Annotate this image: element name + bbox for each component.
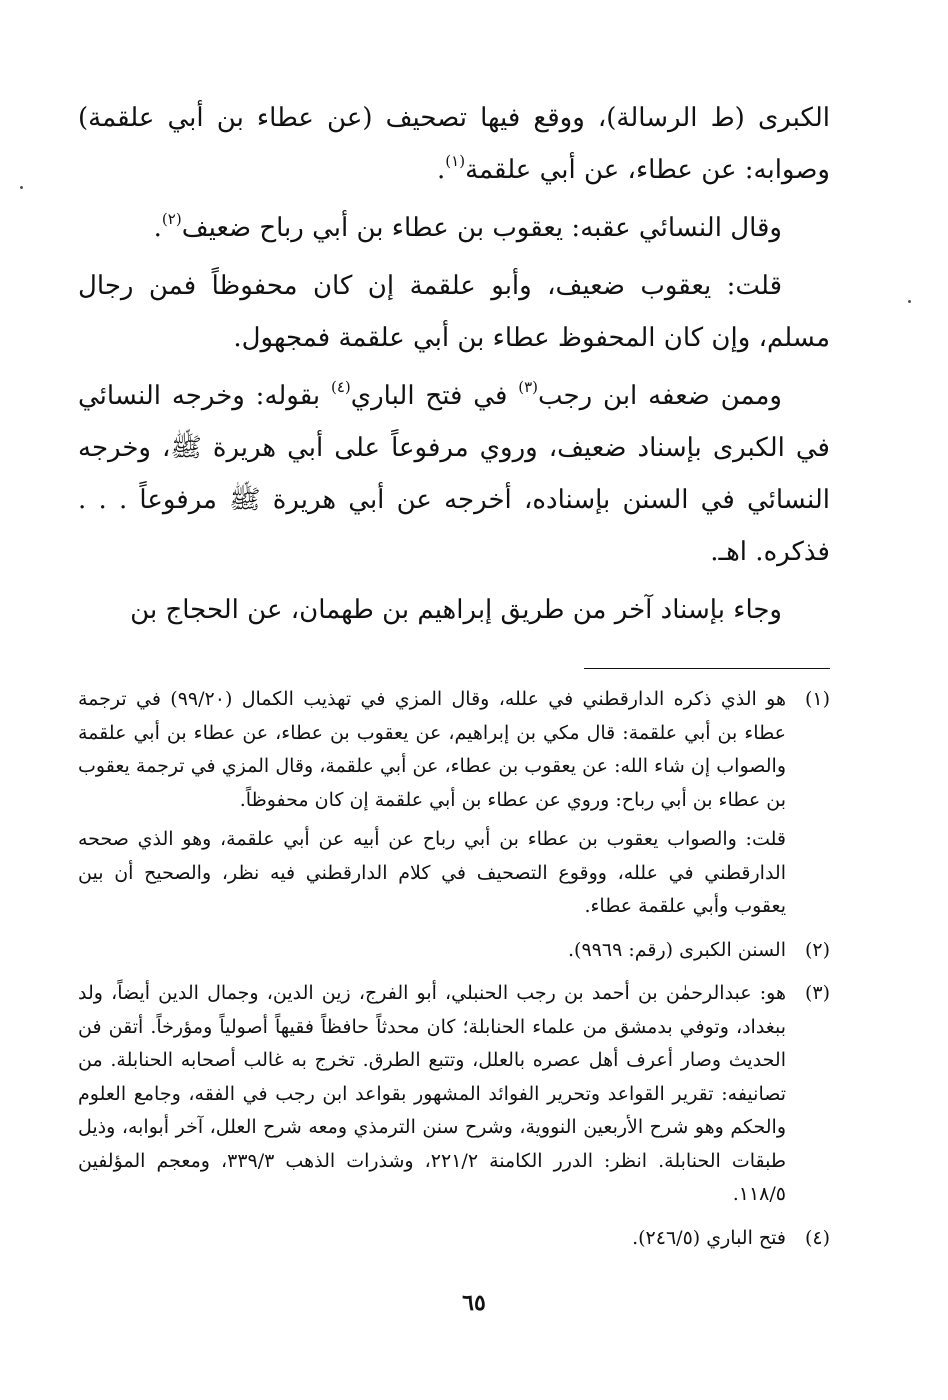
footnote-ref-3[interactable]: (٣) <box>518 378 539 396</box>
paragraph-1-text: الكبرى (ط الرسالة)، ووقع فيها تصحيف (عن عطاء بن أبي علقمة) وصوابه: عن عطاء، عن أبي علقمة <box>78 103 830 185</box>
footnote-body <box>78 1222 786 1262</box>
footnote-separator <box>584 668 830 669</box>
paragraph-4: وممن ضعفه ابن رجب$^{(٣)}$ في فتح الباري$^{(٤)}$ بقوله: وخرجه النسائي في الكبرى بإسناد ضعيف، وروي مرفوعاً على أبي هريرة ﷺ، وخرجه النسائي في السنن بإسناده، أخرجه عن أبي هريرة ﷺ مرفوعاً . . . فذكره. اهـ. <box>78 378 830 567</box>
page-number: ٦٥ <box>462 1290 486 1316</box>
main-text <box>78 92 830 636</box>
paragraph-5: وجاء بإسناد آخر من طريق إبراهيم بن طهمان، عن الحجاج بن <box>130 595 782 625</box>
footnote-paragraph: فتح الباري (٢٤٦/٥). <box>632 1226 786 1249</box>
footnote-number: (١) <box>804 688 830 710</box>
footnote-paragraph: هو الذي ذكره الدارقطني في علله، وقال المزي في تهذيب الكمال (٩٩/٢٠) في ترجمة عطاء بن أبي علقمة: قال مكي بن إبراهيم، عن يعقوب بن عطاء، عن عطاء بن أبي علقمة والصواب إن شاء الله: عن يعقوب بن عطاء، عن أبي علقمة، وقال المزي في ترجمة يعقوب بن عطاء بن أبي رباح: وروي عن عطاء بن أبي علقمة إن كان محفوظاً. <box>78 688 786 811</box>
scan-speck <box>20 186 23 189</box>
footnotes <box>78 683 830 1261</box>
footnote-2 <box>78 934 830 974</box>
footnote-paragraph: قلت: والصواب يعقوب بن عطاء بن أبي رباح عن أبيه عن أبي علقمة، وهو الذي صححه الدارقطني في علله، ووقوع التصحيف في كلام الدارقطني فيه نظر، والصحيح أن بين يعقوب وأبي علقمة عطاء. <box>78 828 786 917</box>
paragraph-3: قلت: يعقوب ضعيف، وأبو علقمة إن كان محفوظاً فمن رجال مسلم، وإن كان المحفوظ عطاء بن أبي علقمة فمجهول. <box>78 271 830 353</box>
footnote-number: (٣) <box>804 982 830 1004</box>
footnote-body <box>78 683 786 930</box>
footnote-ref-2[interactable]: (٢) <box>161 210 182 228</box>
footnote-body <box>78 934 786 974</box>
footnote-ref-4[interactable]: (٤) <box>330 378 351 396</box>
paragraph-2-text: وقال النسائي عقبه: يعقوب بن عطاء بن أبي رباح ضعيف <box>181 213 782 243</box>
footnote-paragraph: السنن الكبرى (رقم: ٩٩٦٩). <box>568 938 786 961</box>
footnote-body <box>78 977 786 1218</box>
footnote-paragraph: هو: عبدالرحمٰن بن أحمد بن رجب الحنبلي، أبو الفرج، زين الدين، وجمال الدين أيضاً، ولد ببغداد، وتوفي بدمشق من علماء الحنابلة؛ كان محدثاً حافظاً فقيهاً أصولياً ومؤرخاً. أتقن فن الحديث وصار أعرف أهل عصره بالعلل، وتتبع الطرق. تخرج به غالب أصحابه الحنابلة. من تصانيفه: تقرير القواعد وتحرير الفوائد المشهور بقواعد ابن رجب في الفقه، وجامع العلوم والحكم وهو شرح الأربعين النووية، وشرح سنن الترمذي ومعه شرح العلل، آخر أبوابه، وذيل طبقات الحنابلة. انظر: الدرر الكامنة ٢٢١/٢، وشذرات الذهب ٣٣٩/٣، ومعجم المؤلفين ١١٨/٥. <box>78 982 786 1205</box>
footnote-ref-1[interactable]: (١) <box>445 152 466 170</box>
footnote-number: (٤) <box>804 1226 830 1249</box>
paragraph-1: الكبرى (ط الرسالة)، ووقع فيها تصحيف (عن عطاء بن أبي علقمة) وصوابه: عن عطاء، عن أبي علقمة$^{(١)}$. <box>78 103 830 185</box>
paragraph-2: وقال النسائي عقبه: يعقوب بن عطاء بن أبي رباح ضعيف$^{(٢)}$. <box>153 210 782 243</box>
footnote-1 <box>78 683 830 930</box>
page-content <box>78 92 830 1265</box>
footnote-3 <box>78 977 830 1218</box>
scan-speck <box>908 300 911 303</box>
footnote-number: (٢) <box>804 938 830 961</box>
footnote-separator-wrap <box>78 642 830 683</box>
footnote-4 <box>78 1222 830 1262</box>
